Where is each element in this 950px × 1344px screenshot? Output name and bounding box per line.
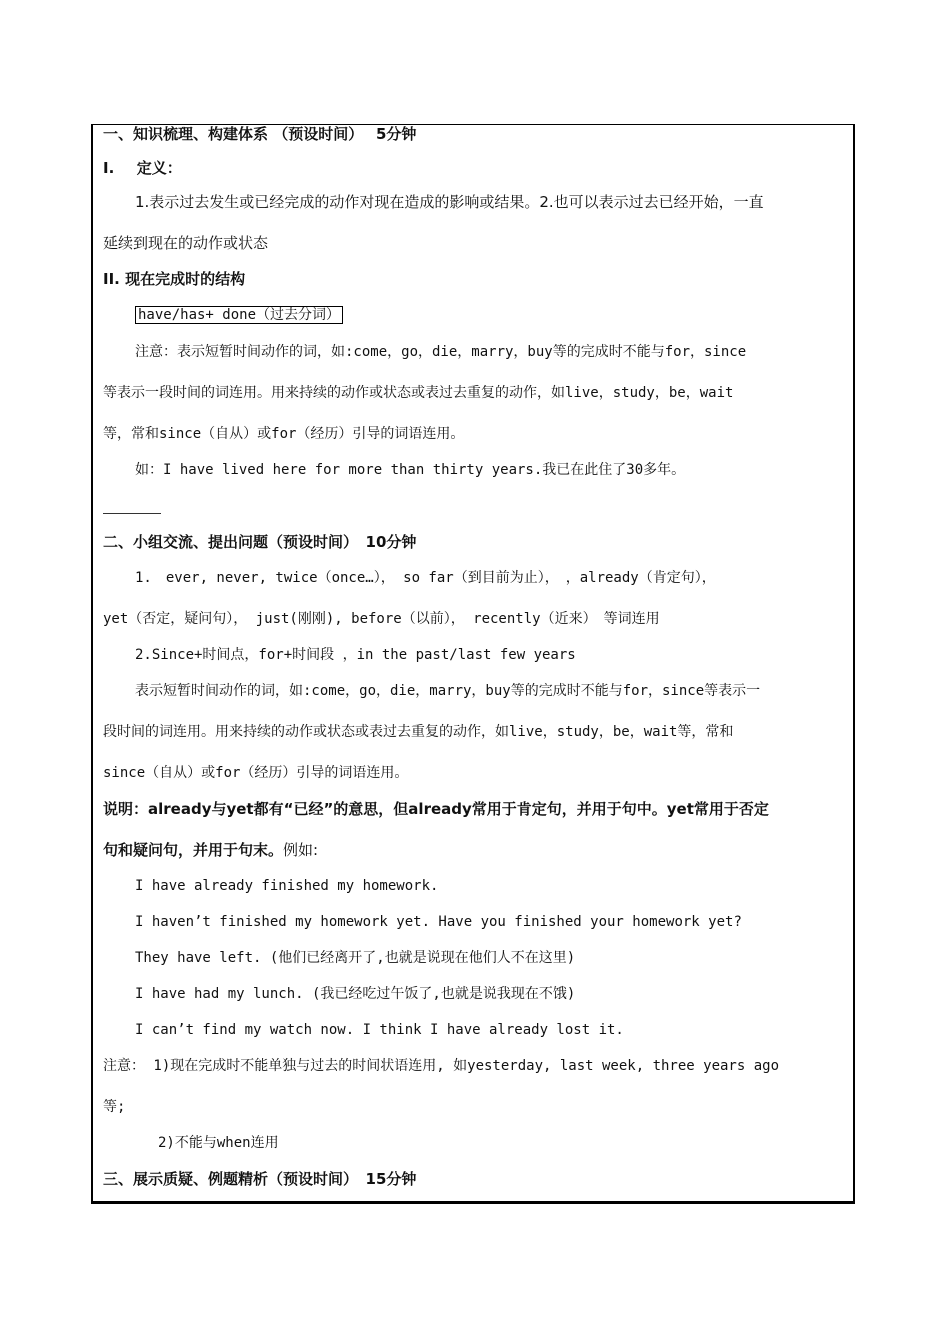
group-para-3: since（自从）或for（经历）引导的词语连用。 <box>103 765 409 781</box>
notice-2: 2)不能与when连用 <box>158 1135 279 1151</box>
definition-heading-num: I. <box>103 159 115 177</box>
group-item2: 2.Since+时间点，for+时间段 ，in the past/last few years <box>135 647 576 663</box>
structure-heading: II. 现在完成时的结构 <box>103 270 246 288</box>
definition-heading <box>103 158 182 178</box>
structure-formula: have/has+ done（过去分词） <box>135 306 343 324</box>
explain-line-2-bold: 句和疑问句，并用于句末。 <box>103 841 284 859</box>
definition-line-2: 延续到现在的动作或状态 <box>103 234 269 252</box>
group-para-1: 表示短暂时间动作的词，如:come，go，die，marry，buy等的完成时不能与for，since等表示一 <box>135 683 761 699</box>
example-1: I have already finished my homework. <box>135 878 439 894</box>
group-item1-line2: yet（否定，疑问句）， just(刚刚), before（以前）， recently（近来） 等词连用 <box>103 611 660 627</box>
notice-1: 注意： 1)现在完成时不能单独与过去的时间状语连用, 如yesterday, last week, three years ago <box>103 1058 780 1074</box>
section3-title: 三、展示质疑、例题精析（预设时间） 15分钟 <box>103 1170 417 1188</box>
notice-1-cont: 等; <box>103 1099 126 1115</box>
example-3: They have left. (他们已经离开了,也就是说现在他们人不在这里) <box>135 950 576 966</box>
explain-line-1: 说明：already与yet都有“已经”的意思，但already常用于肯定句，并用于句中。yet常用于否定 <box>103 800 769 818</box>
section2-title: 二、小组交流、提出问题（预设时间） 10分钟 <box>103 533 417 551</box>
definition-heading-label: 定义： <box>136 159 182 177</box>
explain-line-2-rest: 例如: <box>283 841 319 859</box>
structure-example: 如：I have lived here for more than thirty years.我已在此住了30多年。 <box>135 462 686 478</box>
group-para-2: 段时间的词连用。用来持续的动作或状态或表过去重复的动作，如live，study，be，wait等，常和 <box>103 724 734 740</box>
definition-line-1: 1.表示过去发生或已经完成的动作对现在造成的影响或结果。2.也可以表示过去已经开始，一直 <box>135 193 764 211</box>
structure-note-2: 等表示一段时间的词连用。用来持续的动作或状态或表过去重复的动作，如live，study，be，wait <box>103 385 734 401</box>
divider-rule <box>103 513 161 514</box>
explain-line-2 <box>103 840 318 860</box>
section1-title: 一、知识梳理、构建体系 （预设时间） 5分钟 <box>103 125 417 143</box>
example-2: I haven’t finished my homework yet. Have you finished your homework yet? <box>135 914 742 930</box>
structure-note-1: 注意：表示短暂时间动作的词，如:come，go，die，marry，buy等的完成时不能与for，since <box>135 344 747 360</box>
example-5: I can’t find my watch now. I think I have already lost it. <box>135 1022 624 1038</box>
group-item1-line1: 1. ever, never, twice（once…）， so far（到目前为止）， ，already（肯定句）， <box>135 570 716 586</box>
structure-note-3: 等，常和since（自从）或for（经历）引导的词语连用。 <box>103 426 465 442</box>
example-4: I have had my lunch. (我已经吃过午饭了,也就是说我现在不饿) <box>135 986 576 1002</box>
